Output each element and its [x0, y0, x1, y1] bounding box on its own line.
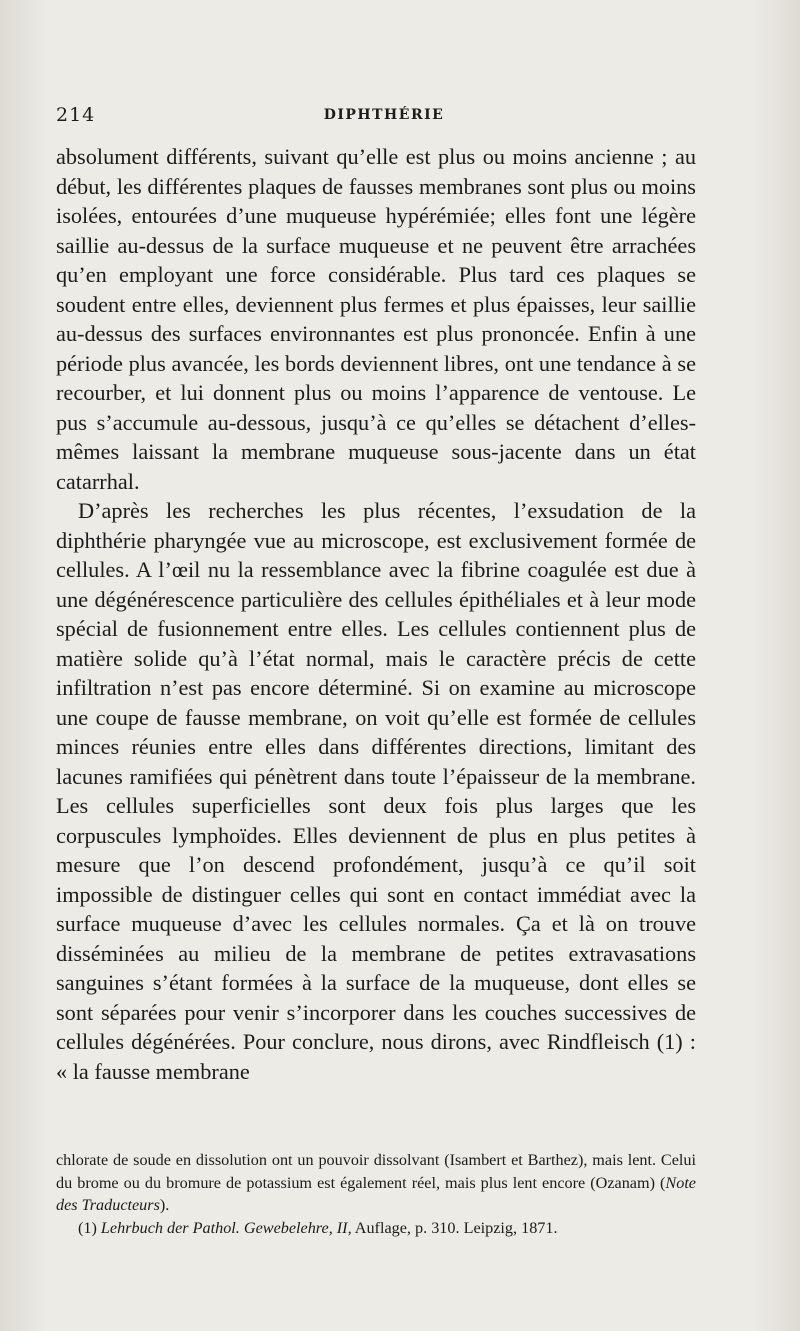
footnote-text: chlorate de soude en dissolution ont un pouvoir dissolvant (Isambert et Barthez), mais lent. Celui du brome ou du bromure de potassium est également réel, mais plus lent encore (Ozanam) ( [56, 1151, 696, 1192]
paragraph: absolument différents, suivant qu’elle est plus ou moins ancienne ; au début, les différentes plaques de fausses membranes sont plus ou moins isolées, entourées d’une muqueuse hypérémiée; elles font une légère saillie au-dessus de la surface muqueuse et ne peuvent être arrachées qu’en employant une force considérable. Plus tard ces plaques se soudent entre elles, deviennent plus fermes et plus épaisses, leur saillie au-dessus des surfaces environnantes est plus prononcée. Enfin à une période plus avancée, les bords deviennent libres, ont une tendance à se recourber, et lui donnent plus ou moins l’apparence de ventouse. Le pus s’accumule au-dessous, jusqu’à ce qu’elles se détachent d’elles-mêmes laissant la membrane muqueuse sous-jacente dans un état catarrhal. [56, 144, 696, 494]
running-title: DIPHTHÉRIE [323, 107, 445, 123]
page-number: 214 [56, 104, 96, 126]
footnote-italic: Note des Traducteurs [56, 1173, 696, 1214]
main-text [56, 142, 696, 1086]
page-header [56, 104, 712, 134]
footnote-1 [56, 1217, 696, 1240]
footnote-details: Auflage, p. 310. Leipzig, 1871. [351, 1218, 558, 1237]
paragraph: D’après les recherches les plus récentes, l’exsudation de la diphthérie pharyngée vue au microscope, est exclusivement formée de cellules. A l’œil nu la ressemblance avec la fibrine coagulée est due à une dégénérescence particulière des cellules épithéliales et à leur mode spécial de fusionnement entre elles. Les cellules contiennent plus de matière solide qu’à l’état normal, mais le caractère précis de cette infiltration n’est pas encore déterminé. Si on examine au microscope une coupe de fausse membrane, on voit qu’elle est formée de cellules minces réunies entre elles dans différentes directions, limitant des lacunes ramifiées qui pénètrent dans toute l’épaisseur de la membrane. Les cellules superficielles sont deux fois plus larges que les corpuscules lymphoïdes. Elles deviennent de plus en plus petites à mesure que l’on descend profondément, jusqu’à ce qu’il soit impossible de distinguer celles qui sont en contact immédiat avec la surface muqueuse d’avec les cellules normales. Ça et là on trouve disséminées au milieu de la membrane de petites extravasations sanguines s’étant formées à la surface de la muqueuse, dont elles se sont séparées pour venir s’incorporer dans les couches successives de cellules dégénérées. Pour conclure, nous dirons, avec Rindfleisch (1) : « la fausse membrane [56, 498, 696, 1084]
footnotes [56, 1149, 696, 1239]
footnote-text-end: ). [159, 1196, 170, 1214]
footnote-continued [56, 1149, 696, 1217]
footnote-number: (1) [78, 1218, 97, 1237]
footnote-title: Lehrbuch der Pathol. Gewebelehre, II, [100, 1218, 352, 1237]
